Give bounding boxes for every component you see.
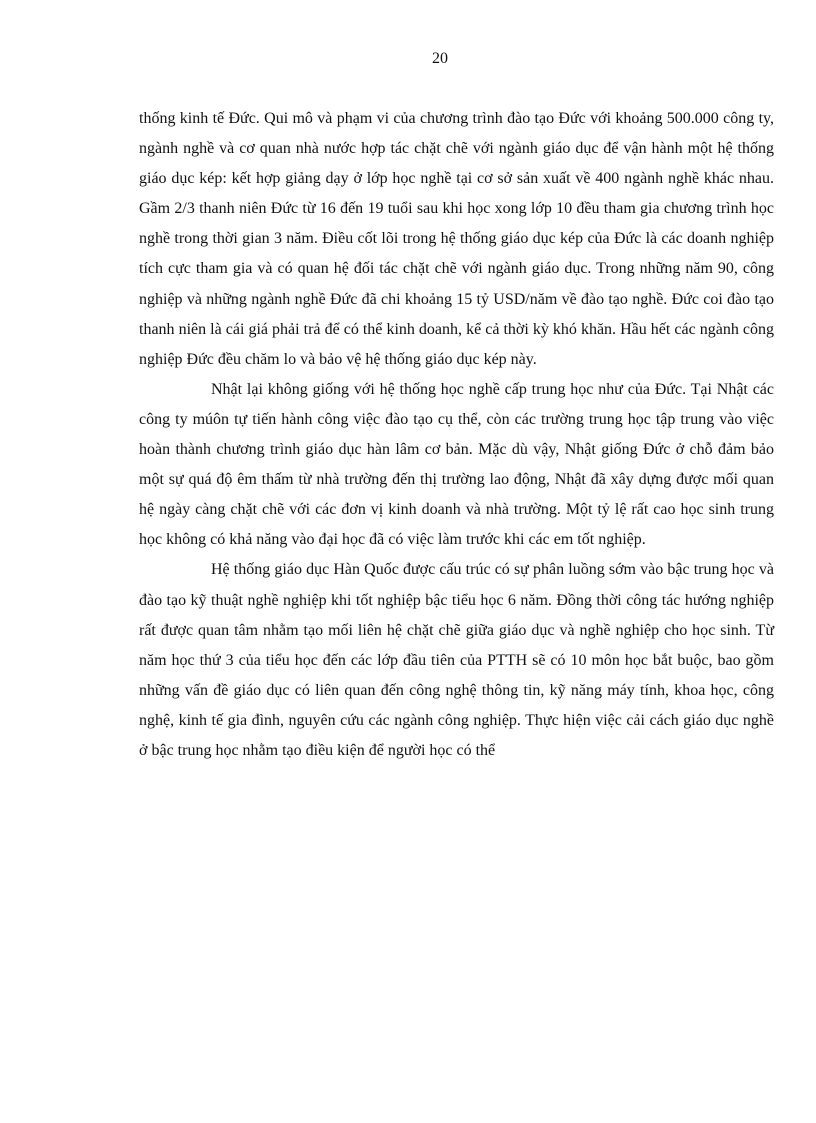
paragraph-germany: thống kinh tế Đức. Qui mô và phạm vi của chương trình đào tạo Đức với khoảng 500.000 công ty, ngành nghề và cơ quan nhà nước hợp tác chặt chẽ với ngành giáo dục để vận hành một hệ thống giáo dục kép: kết hợp giảng dạy ở lớp học nghề tại cơ sở sản xuất về 400 ngành nghề khác nhau. Gầm 2/3 thanh niên Đức từ 16 đến 19 tuổi sau khi học xong lớp 10 đều tham gia chương trình học nghề trong thời gian 3 năm. Điều cốt lõi trong hệ thống giáo dục kép của Đức là các doanh nghiệp tích cực tham gia và có quan hệ đối tác chặt chẽ với ngành giáo dục. Trong những năm 90, công nghiệp và những ngành nghề Đức đã chi khoảng 15 tỷ USD/năm về đào tạo nghề. Đức coi đào tạo thanh niên là cái giá phải trả để có thể kinh doanh, kể cả thời kỳ khó khăn. Hầu hết các ngành công nghiệp Đức đều chăm lo và bảo vệ hệ thống giáo dục kép này. [139, 110, 774, 368]
page-number: 20 [432, 50, 448, 67]
body-text [139, 104, 774, 766]
paragraph-korea: Hệ thống giáo dục Hàn Quốc được cấu trúc có sự phân luồng sớm vào bậc trung học và đào tạo kỹ thuật nghề nghiệp khi tốt nghiệp bậc tiểu học 6 năm. Đồng thời công tác hướng nghiệp rất được quan tâm nhằm tạo mối liên hệ chặt chẽ giữa giáo dục và nghề nghiệp cho học sinh. Từ năm học thứ 3 của tiểu học đến các lớp đầu tiên của PTTH sẽ có 10 môn học bắt buộc, bao gồm những vấn đề giáo dục có liên quan đến công nghệ thông tin, kỹ năng máy tính, khoa học, công nghệ, kinh tế gia đình, nguyên cứu các ngành công nghiệp. Thực hiện việc cải cách giáo dục nghề ở bậc trung học nhằm tạo điều kiện để người học có thể [139, 561, 774, 759]
paragraph-japan: Nhật lại không giống với hệ thống học nghề cấp trung học như của Đức. Tại Nhật các công ty múôn tự tiến hành công việc đào tạo cụ thể, còn các trường trung học tập trung vào việc hoàn thành chương trình giáo dục hàn lâm cơ bản. Mặc dù vậy, Nhật giống Đức ở chỗ đảm bảo một sự quá độ êm thấm từ nhà trường đến thị trường lao động, Nhật đã xây dựng được mối quan hệ ngày càng chặt chẽ với các đơn vị kinh doanh và nhà trường. Một tỷ lệ rất cao học sinh trung học không có khả năng vào đại học đã có việc làm trước khi các em tốt nghiệp. [139, 380, 774, 549]
